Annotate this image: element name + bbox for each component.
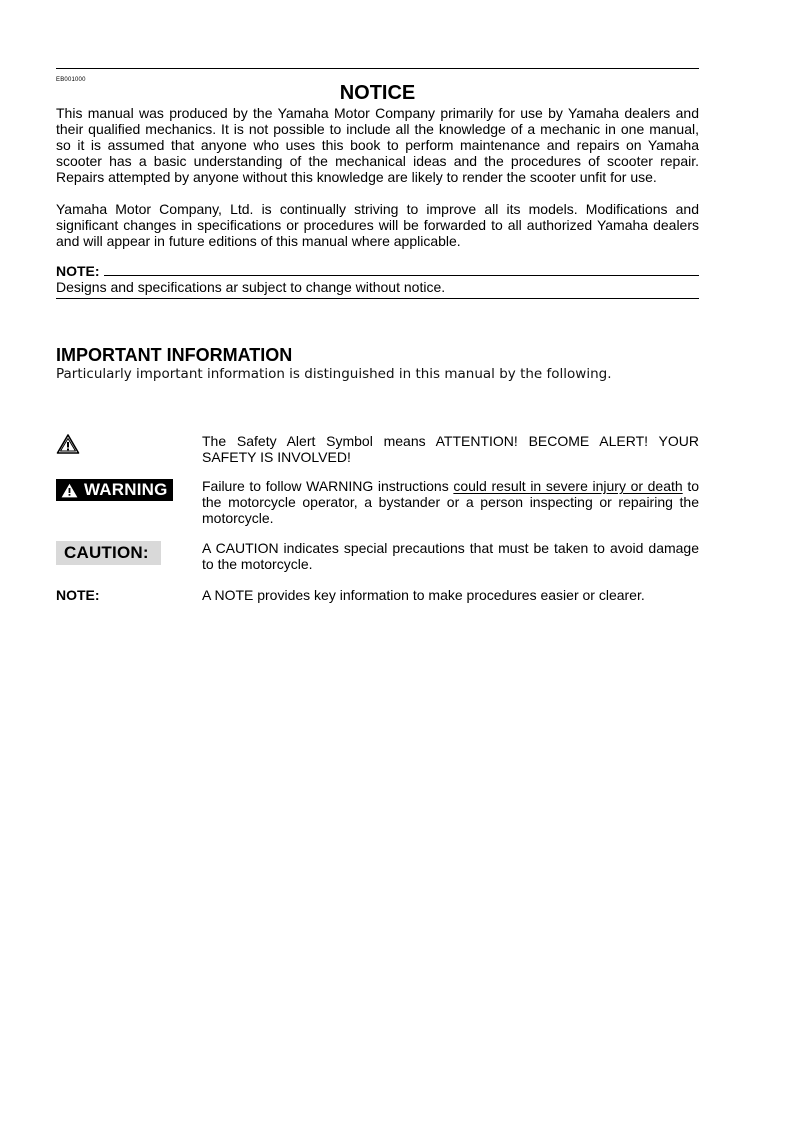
note-box-text: Designs and specifications ar subject to change without notice. [56, 279, 699, 299]
warning-badge [56, 479, 173, 501]
note-label: NOTE: [56, 587, 100, 603]
note-description: A NOTE provides key information to make procedures easier or clearer. [202, 587, 645, 603]
legend-row-note [56, 587, 699, 605]
warning-description [202, 478, 699, 526]
safety-alert-description: The Safety Alert Symbol means ATTENTION! BECOME ALERT! YOUR SAFETY IS INVOLVED! [202, 433, 699, 465]
legend-row-safety-alert [56, 433, 699, 465]
note-box-label: NOTE: [56, 263, 100, 279]
manual-page [56, 68, 699, 605]
important-information-title: IMPORTANT INFORMATION [56, 345, 293, 365]
legend-row-caution [56, 540, 699, 572]
note-box [56, 263, 699, 299]
caution-badge: CAUTION: [56, 541, 161, 565]
notice-paragraph-2: Yamaha Motor Company, Ltd. is continually striving to improve all its models. Modifications and significant changes in specifications or procedures will be forwarded to all authorized Yamaha dealers and will appear in future editions of this manual where applicable. [56, 201, 699, 249]
document-code: EB001000 [56, 77, 86, 83]
warning-text-underlined: could result in severe injury or death [453, 478, 683, 494]
warning-text-start: Failure to follow WARNING instructions [202, 478, 454, 494]
safety-alert-icon [56, 433, 80, 455]
notice-title: NOTICE [339, 82, 416, 104]
warning-triangle-icon [61, 483, 78, 498]
legend-row-warning [56, 478, 699, 526]
caution-description: A CAUTION indicates special precautions that must be taken to avoid damage to the motorcycle. [202, 540, 699, 572]
notice-paragraph-1: This manual was produced by the Yamaha Motor Company primarily for use by Yamaha dealers and their qualified mechanics. It is not possible to include all the knowledge of a mechanic in one manual, so it is assumed that anyone who uses this book to perform maintenance and repairs on Yamaha scooter has a basic understanding of the mechanical ideas and the procedures of scooter repair. Repairs attempted by anyone without this knowledge are likely to render the scooter unfit for use. [56, 105, 699, 185]
important-information-subtitle: Particularly important information is distinguished in this manual by the following. [56, 366, 612, 382]
top-rule [56, 68, 699, 69]
symbol-legend [56, 433, 699, 605]
note-box-header [56, 263, 699, 279]
warning-badge-label: WARNING [84, 480, 168, 499]
note-box-rule [104, 275, 699, 276]
warning-text-end: to the motorcycle operator, a bystander or a person inspecting or repairing the motorcycle. [202, 478, 699, 526]
